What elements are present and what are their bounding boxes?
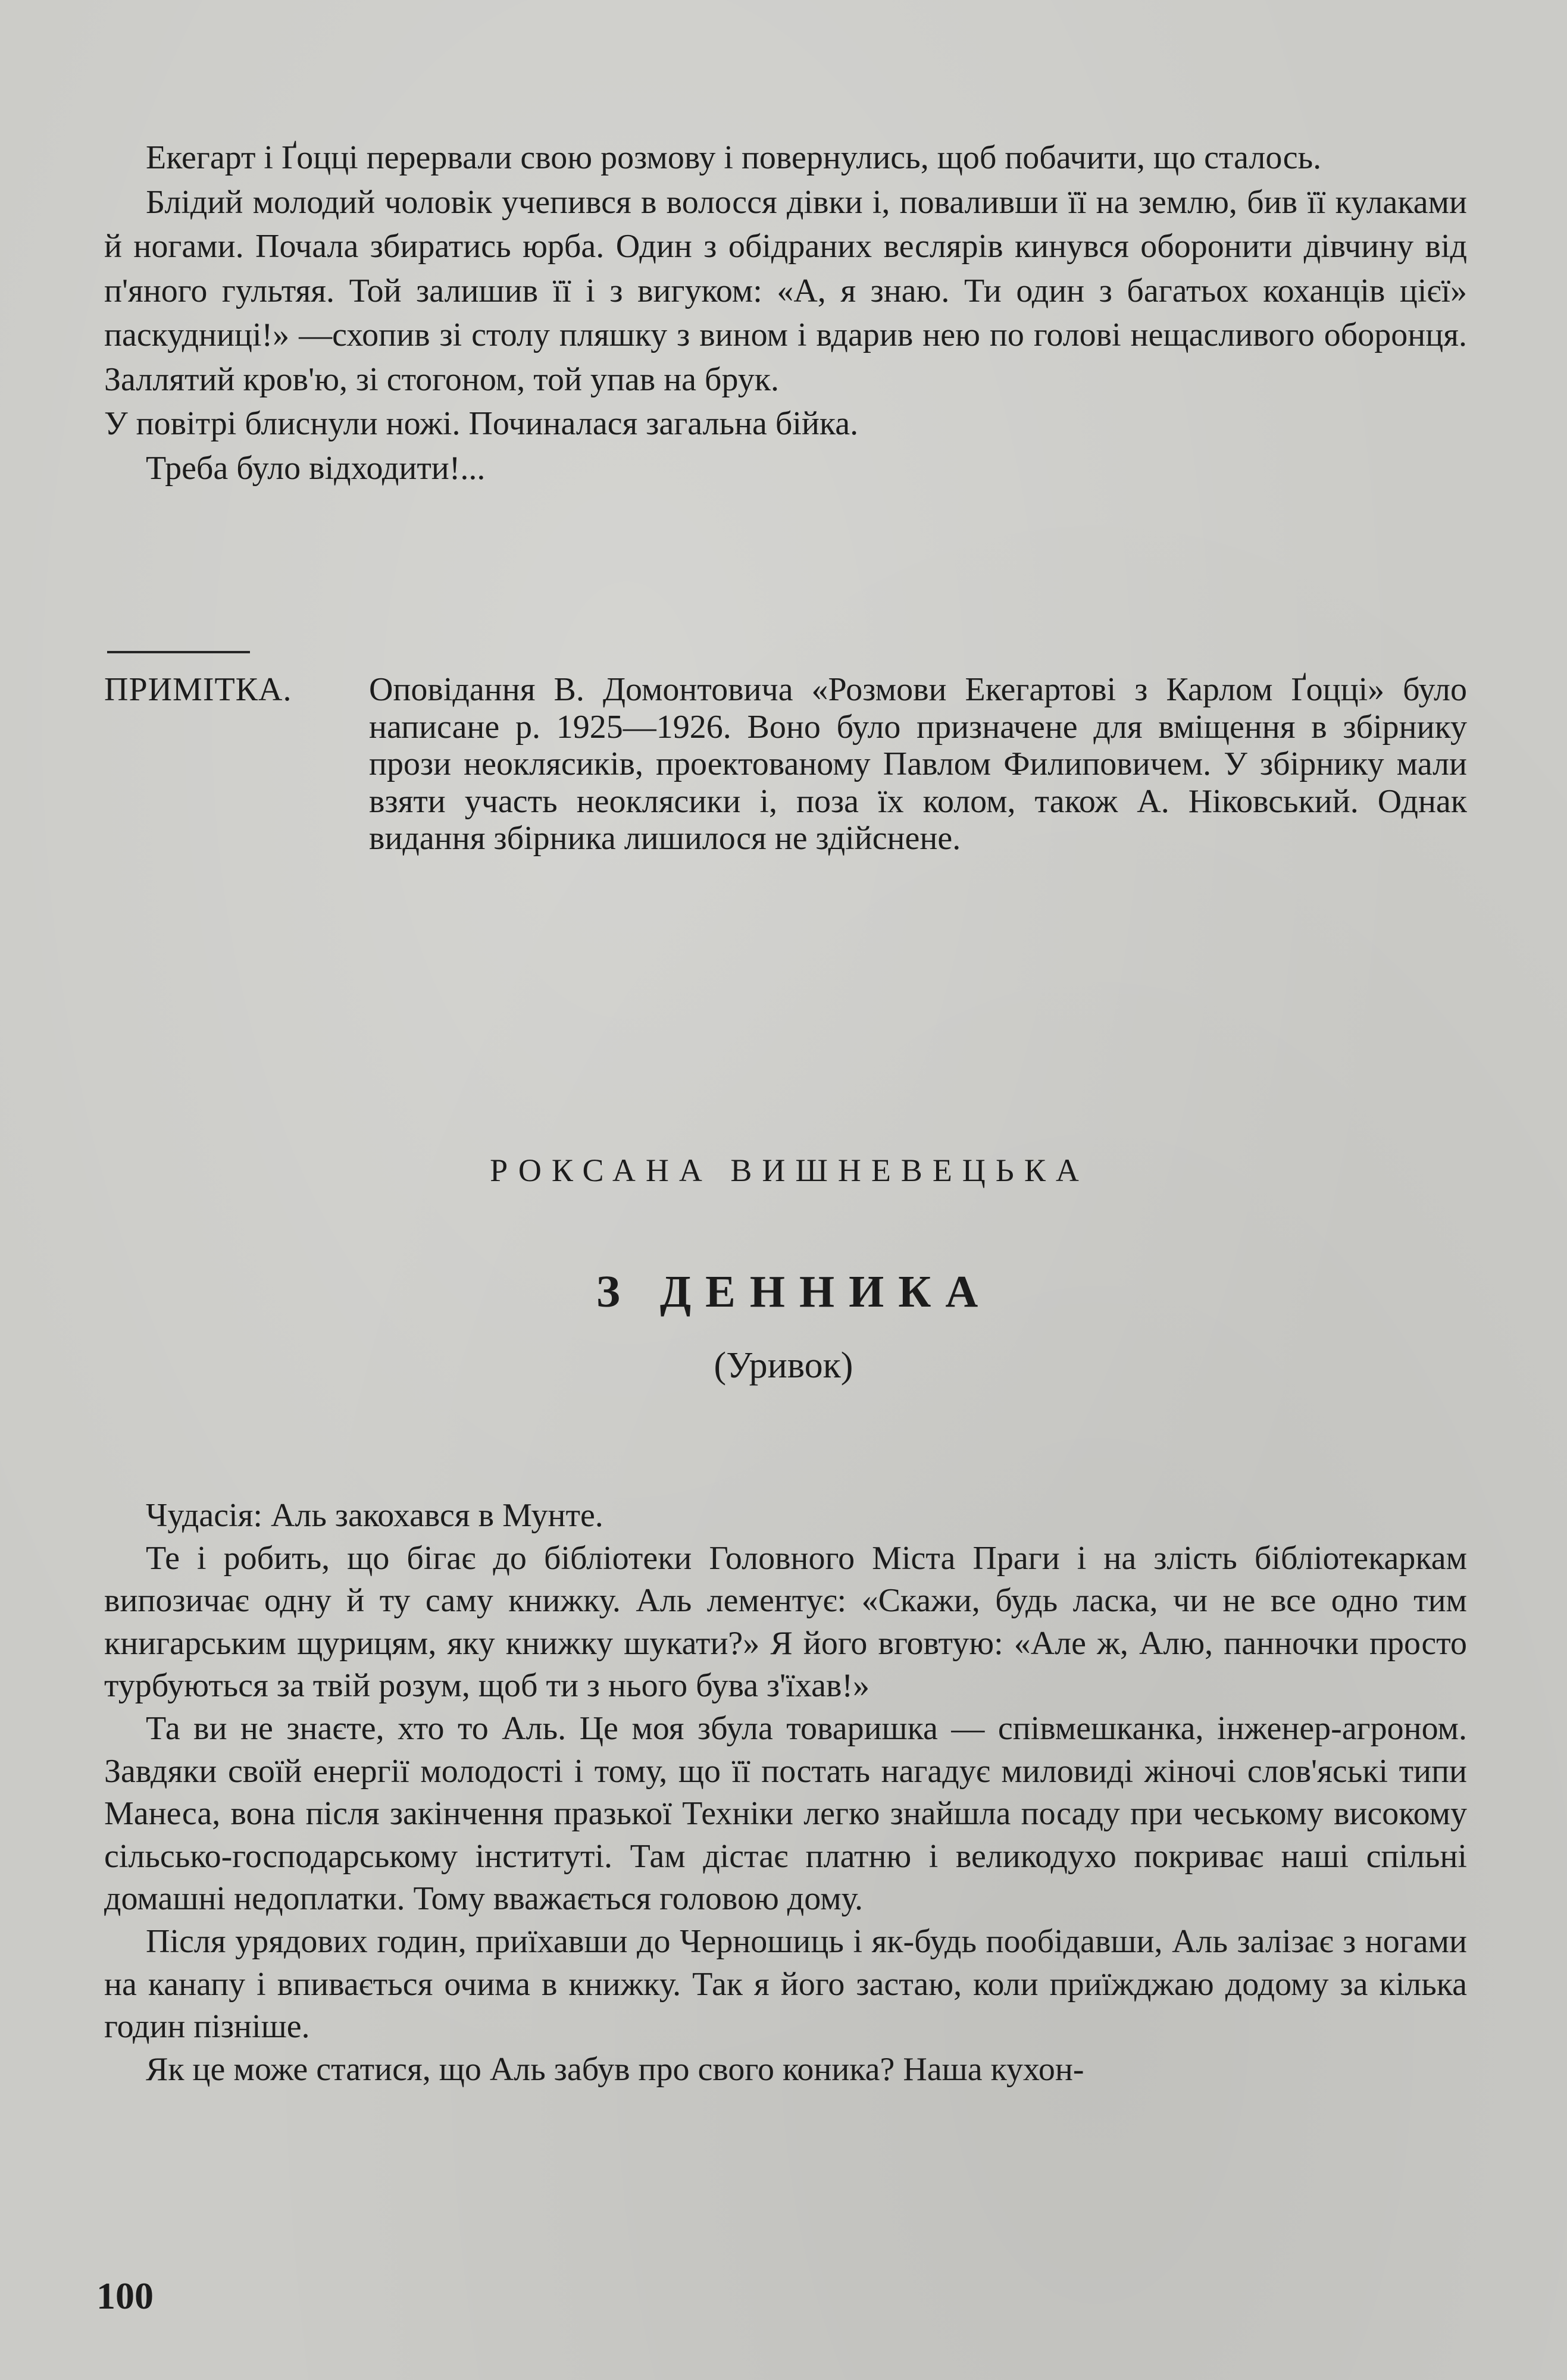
paragraph: Те і робить, що бігає до бібліотеки Головного Міста Праги і на злість бібліотекаркам випозичає одну й ту саму книжку. Аль лементує: «Скажи, будь ласка, чи не все одно тим книгарським щурицям, яку книжку шукати?» Я його вговтую: «Але ж, Алю, панночки просто турбуються за твій розум, щоб ти з нього бува з'їхав!» bbox=[104, 1539, 1467, 1705]
paragraph: Треба було відходити!... bbox=[146, 449, 486, 487]
paragraph: Блідий молодий чоловік учепився в волосся дівки і, поваливши її на землю, бив її кулаками й ногами. Почала збиратись юрба. Один з обідраних веслярів кинувся оборонити дівчину від п'яного гультяя. Той залишив її і з вигуком: «А, я знаю. Ти один з багатьох коханців цієї» паскудниці!» —схопив зі столу пляшку з вином і вдарив нею по голові нещасливого оборонця. Заллятий кров'ю, зі стогоном, той упав на брук. bbox=[104, 183, 1467, 398]
footnote-text: Оповідання В. Домонтовича «Розмови Екегартові з Карлом Ґоцці» було написане р. 1925—1926. Воно було призначене для вміщення в збірнику прози неоклясиків, проектованому Павлом Филиповичем. У збірнику мали взяти участь неоклясики і, поза їх колом, також А. Ніковський. Однак видання збірника лишилося не здійснене. bbox=[369, 671, 1467, 857]
paragraph: Як це може статися, що Аль забув про свого коника? Наша кухон- bbox=[146, 2050, 1084, 2088]
diary-excerpt bbox=[104, 1495, 1467, 2091]
page-number: 100 bbox=[96, 2275, 154, 2317]
paragraph: У повітрі блиснули ножі. Починалася загальна бійка. bbox=[104, 405, 859, 442]
footnote-divider bbox=[107, 651, 250, 653]
story-ending bbox=[104, 136, 1467, 490]
paragraph: Після урядових годин, приїхавши до Черношиць і як-будь пообідавши, Аль залізає з ногами на канапу і впивається очима в книжку. Так я його застаю, коли приїжджаю додому за кілька годин пізніше. bbox=[104, 1922, 1467, 2046]
paragraph: Екегарт і Ґоцці перервали свою розмову і повернулись, щоб побачити, що сталось. bbox=[146, 139, 1322, 176]
paragraph: Та ви не знаєте, хто то Аль. Це моя збула товаришка — співмешканка, інженер-агроном. Завдяки своїй енергії молодості і тому, що її постать нагадує миловиді жіночі слов'яські типи Манеса, вона після закінчення празької Техніки легко знайшла посаду при чеському високому сільсько-господарському інституті. Там дістає платню і великодухо покриває наші спільні домашні недоплатки. Тому вважається головою дому. bbox=[104, 1709, 1467, 1918]
footnote-label: ПРИМІТКА. bbox=[104, 671, 292, 708]
section-subtitle: (Уривок) bbox=[714, 1345, 853, 1386]
paragraph: Чудасія: Аль закохався в Мунте. bbox=[146, 1497, 603, 1534]
author-name: РОКСАНА ВИШНЕВЕЦЬКА bbox=[490, 1153, 1089, 1188]
section-title: З ДЕННИКА bbox=[596, 1267, 993, 1317]
